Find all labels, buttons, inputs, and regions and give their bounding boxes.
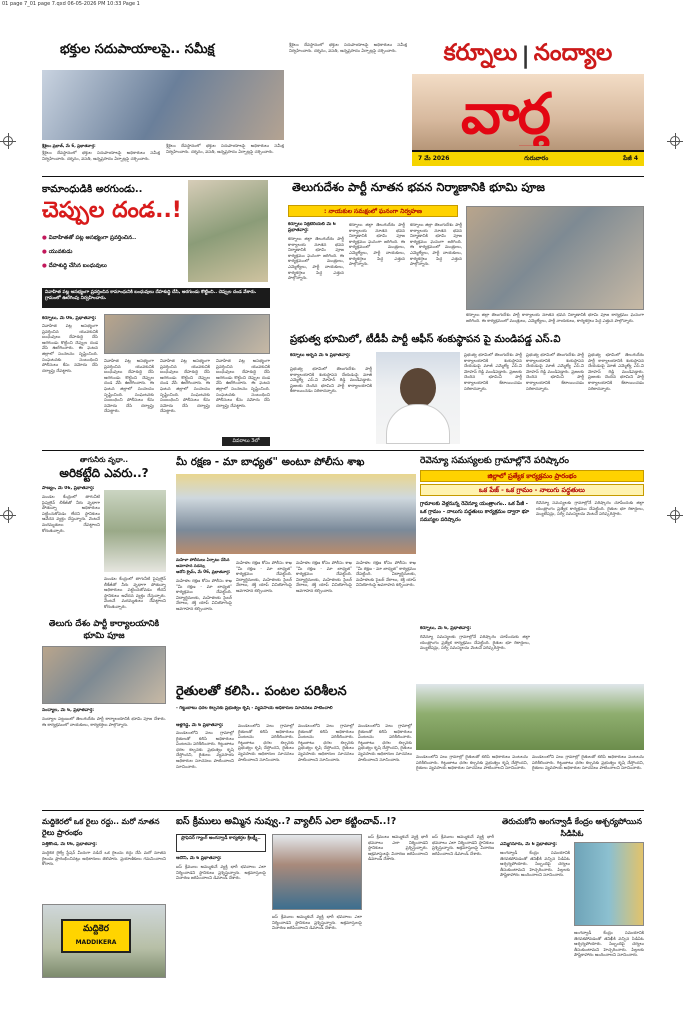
issue-date: 7 మే 2026 bbox=[418, 155, 450, 162]
photo-farmers-field bbox=[416, 684, 644, 750]
photo-anganwadi-centre bbox=[574, 842, 644, 926]
police-body-col4: మహిళల రక్షణ కోసం పోలీసు శాఖ "మీ రక్షణ - మా బాధ్యత" కార్యక్రమం చేపట్టింది. విద్యార్థినులకు, మహిళలకు సైబర్ నేరాలు, శక్తి యాప్ వినియోగంపై అవగాహన కల్పించారు. bbox=[356, 560, 416, 588]
govt-land-body-col2: ప్రభుత్వ భూమిలో తెలుగుదేశం పార్టీ కార్యాలయానికి శంకుస్థాపన చేయడంపై మాజీ ఎమ్మెల్యే ఎస్.వి మోహన్ రెడ్డి మండిపడ్డారు. ప్రజలకు చెందిన భూమిని పార్టీ కార్యాలయానికి కేటాయించడం సరికాదన్నారు. bbox=[464, 352, 522, 391]
icecream-body-col3: ఐస్ క్రీములు అమ్ముకునే వ్యక్తి భారీ భవనాలు ఎలా నిర్మించాడని స్థానికులు ప్రశ్నిస్తున్నారు. అక్రమాస్తులపై విచారణ జరిపించాలని డిమాండ్ చేశారు. bbox=[368, 834, 428, 862]
photo-review-meeting bbox=[42, 70, 284, 140]
photo-maddikera-station bbox=[42, 904, 166, 978]
govt-land-body-col4: ప్రభుత్వ భూమిలో తెలుగుదేశం పార్టీ కార్యాలయానికి శంకుస్థాపన చేయడంపై మాజీ ఎమ్మెల్యే ఎస్.వి మోహన్ రెడ్డి మండిపడ్డారు. ప్రజలకు చెందిన భూమిని పార్టీ కార్యాలయానికి కేటాయించడం సరికాదన్నారు. bbox=[588, 352, 644, 391]
issue-weekday: గురువారం bbox=[524, 155, 549, 162]
shoe-bullet-3: ● దేహశుద్ధి చేసిన బంధువులు bbox=[42, 263, 107, 269]
icecream-dateline: ఆదోని, మే 6 ప్రభాతవార్త: bbox=[176, 856, 222, 861]
crop-mark-right-top bbox=[670, 136, 680, 146]
shoe-kicker: కామాంధుడికి అరగుండు.. bbox=[42, 184, 143, 195]
icecream-body-col4: ఐస్ క్రీములు అమ్ముకునే వ్యక్తి భారీ భవనాలు ఎలా నిర్మించాడని స్థానికులు ప్రశ్నిస్తున్నారు. అక్రమాస్తులపై విచారణ జరిపించాలని డిమాండ్ చేశారు. bbox=[432, 834, 494, 856]
page-number: పేజీ 4 bbox=[623, 155, 638, 162]
tdp-bhavan-subhead: : నాయకుల సమక్షంలో ఘనంగా నిర్వహణ bbox=[288, 205, 458, 217]
shoe-banner: వివాహిత పట్ల అసభ్యంగా ప్రవర్తించిన కామాంధునికి బంధువులు దేహశుద్ధి చేసి, అరగుండు కొట్టించి.. చెప్పుల దండ వేశారు. గ్రామంలో ఊరేగింపు నిర్వహించారు. bbox=[42, 288, 270, 308]
govt-land-headline: ప్రభుత్వ భూమిలో, టీడీపీ పార్టీ ఆఫీస్ శంకుస్థాపన పై మండిపడ్డ ఎస్.వి bbox=[290, 334, 561, 345]
tdp-office-dateline: నంద్యాల, మే 6, ప్రభాతవార్త: bbox=[42, 708, 95, 713]
station-board bbox=[61, 919, 131, 953]
tdp-bhavan-body-col2: కర్నూలు జిల్లా తెలుగుదేశం పార్టీ కార్యాలయ నూతన భవన నిర్మాణానికి భూమి పూజ కార్యక్రమం ఘనంగా జరిగింది. ఈ కార్యక్రమంలో మంత్రులు, ఎమ్మెల్యేలు, పార్టీ నాయకులు, కార్యకర్తలు పెద్ద ఎత్తున పాల్గొన్నారు. bbox=[349, 222, 405, 267]
police-body: మహిళల రక్షణ కోసం పోలీసు శాఖ "మీ రక్షణ - మా బాధ్యత" కార్యక్రమం చేపట్టింది. విద్యార్థినులకు, మహిళలకు సైబర్ నేరాలు, శక్తి యాప్ వినియోగంపై అవగాహన కల్పించారు. bbox=[176, 578, 232, 611]
review-body: శ్రీశైలం దేవస్థానంలో భక్తుల సదుపాయాలపై అధికారులు సమీక్ష నిర్వహించారు. దర్శనం, వసతి, అన్నప్రసాదం ఏర్పాట్లపై చర్చించారు. bbox=[42, 150, 160, 161]
police-headline: మీ రక్షణ - మా బాధ్యత" అంటూ పోలీసు శాఖ bbox=[176, 456, 365, 468]
revenue-tag-2: ఒక పేజ్ - ఒక గ్రామం - నాలుగు పద్ధతులు bbox=[420, 484, 644, 496]
farmers-body: మండలంలోని పలు గ్రామాల్లో రైతులతో కలిసి అధికారులు పంటలను పరిశీలించారు. గిట్టుబాటు ధరల కల్పనకు ప్రభుత్వం కృషి చేస్తోందని, రైతులు వ్యవసాయ అధికారుల సూచనలు పాటించాలని సూచించారు. bbox=[176, 730, 234, 769]
top-right-text-column: శ్రీశైలం దేవస్థానంలో భక్తుల సదుపాయాలపై అధికారులు సమీక్ష నిర్వహించారు. దర్శనం, వసతి, అన్నప్రసాదం ఏర్పాట్లపై చర్చించారు. bbox=[289, 42, 407, 53]
revenue-body: రెవెన్యూ సమస్యలకు గ్రామాల్లోనే పరిష్కారం చూపేందుకు జిల్లా యంత్రాంగం ప్రత్యేక కార్యక్రమం చేపట్టింది. రైతుల భూ రికార్డులు, మ్యుటేషన్లు, సర్వే సమస్యలను వెంటనే పరిష్కరిస్తారు. bbox=[420, 634, 530, 651]
revenue-tag-1: జిల్లాలో ప్రత్యేక కార్యక్రమం ప్రారంభం bbox=[420, 470, 644, 482]
region-nandyal: నంద్యాల bbox=[533, 40, 613, 66]
farmers-body-col6: మండలంలోని పలు గ్రామాల్లో రైతులతో కలిసి అధికారులు పంటలను పరిశీలించారు. గిట్టుబాటు ధరల కల్పనకు ప్రభుత్వం కృషి చేస్తోందని, రైతులు వ్యవసాయ అధికారుల సూచనలు పాటించాలని సూచించారు. bbox=[532, 754, 644, 771]
photo-tdp-bhavan bbox=[466, 206, 644, 310]
tdp-bhavan-dateline: కర్నూలు సెక్రటేరియట్ మే 6 ప్రభాతవార్త: bbox=[288, 222, 336, 233]
anganwadi-dateline: ఎమ్మిగనూరు, మే 6 ప్రభాతవార్త: bbox=[500, 842, 558, 847]
rule-lower bbox=[42, 810, 644, 811]
crop-mark-left-mid bbox=[3, 510, 13, 520]
portrait-figure bbox=[400, 368, 436, 408]
farmers-body-col5: మండలంలోని పలు గ్రామాల్లో రైతులతో కలిసి అధికారులు పంటలను పరిశీలించారు. గిట్టుబాటు ధరల కల్పనకు ప్రభుత్వం కృషి చేస్తోందని, రైతులు వ్యవసాయ అధికారుల సూచనలు పాటించాలని సూచించారు. bbox=[416, 754, 528, 771]
icecream-subhead: ప్రొఫెసర్ గ్యాంగ్ అంగన్వాడీ కార్యకర్తల శ్రీలక్ష్మీ.. bbox=[176, 834, 266, 852]
govt-land-body-col3: ప్రభుత్వ భూమిలో తెలుగుదేశం పార్టీ కార్యాలయానికి శంకుస్థాపన చేయడంపై మాజీ ఎమ్మెల్యే ఎస్.వి మోహన్ రెడ్డి మండిపడ్డారు. ప్రజలకు చెందిన భూమిని పార్టీ కార్యాలయానికి కేటాయించడం సరికాదన్నారు. bbox=[526, 352, 584, 391]
photo-shoe-crowd bbox=[104, 314, 270, 354]
review-body-col2: శ్రీశైలం దేవస్థానంలో భక్తుల సదుపాయాలపై అధికారులు సమీక్ష నిర్వహించారు. దర్శనం, వసతి, అన్నప్రసాదం ఏర్పాట్లపై చర్చించారు. bbox=[166, 143, 284, 154]
water-headline: అరికట్టేది ఎవరు..? bbox=[59, 466, 149, 480]
shoe-headline: చెప్పుల దండ..! bbox=[42, 198, 182, 223]
farmers-body-col4: మండలంలోని పలు గ్రామాల్లో రైతులతో కలిసి అధికారులు పంటలను పరిశీలించారు. గిట్టుబాటు ధరల కల్పనకు ప్రభుత్వం కృషి చేస్తోందని, రైతులు వ్యవసాయ అధికారుల సూచనలు పాటించాలని సూచించారు. bbox=[358, 723, 412, 762]
print-slug: 01 page 7_01 page 7.qxd 06-05-2026 PM 10:33 Page 1 bbox=[2, 1, 140, 7]
anganwadi-body-col2: అంగన్వాడీ కేంద్రం సమయానికి తెరవకపోవడంతో తనిఖీకి వచ్చిన సిడిపిఓ ఆశ్చర్యపోయారు. సిబ్బందిపై చర్యలు తీసుకుంటామని హెచ్చరించారు. పిల్లలకు పౌష్టికాహారం అందించాలని సూచించారు. bbox=[574, 930, 644, 958]
water-body: మండల కేంద్రంలో తాగునీటి పైపులైన్ లీకేజీతో నీరు వృధాగా పోతున్నా అధికారులు పట్టించుకోవడం లేదని స్థానికులు ఆవేదన వ్యక్తం చేస్తున్నారు. వెంటనే మరమ్మతులు చేపట్టాలని కోరుతున్నారు. bbox=[42, 494, 100, 533]
shoe-body-col2: వివాహిత పట్ల అసభ్యంగా ప్రవర్తించిన యువకునికి బంధువులు దేహశుద్ధి చేసి అరగుండు కొట్టించి చెప్పుల దండ వేసి ఊరేగించారు. ఈ ఘటన జిల్లాలో సంచలనం సృష్టించింది. సంఘటనకు సంబంధించి పోలీసులు కేసు నమోదు చేసి దర్యాప్తు చేపట్టారు. bbox=[104, 358, 154, 414]
masthead-info-bar bbox=[412, 150, 644, 166]
railway-headline: మద్దికెరలో ఒక రైలు రద్దు.. మరో నూతన రైలు ప్రారంభం bbox=[42, 817, 160, 837]
anganwadi-headline: తెరుచుకోని అంగన్వాడీ కేంద్రం ఆశ్చర్యపోయిన సిడిపిఓ bbox=[502, 817, 642, 838]
water-dateline: పాణ్యం, మే 06, ప్రభాతవార్త: bbox=[42, 486, 95, 491]
railway-dateline: పత్తికొండ, మే 06, ప్రభాతవార్త: bbox=[42, 842, 98, 847]
review-dateline: శ్రీశైలం ప్రభాత్, మే 6, ప్రభాతవార్త: bbox=[42, 143, 96, 148]
photo-shoe-garland bbox=[188, 180, 268, 282]
shoe-body-col3: వివాహిత పట్ల అసభ్యంగా ప్రవర్తించిన యువకునికి బంధువులు దేహశుద్ధి చేసి అరగుండు కొట్టించి చెప్పుల దండ వేసి ఊరేగించారు. ఈ ఘటన జిల్లాలో సంచలనం సృష్టించింది. సంఘటనకు సంబంధించి పోలీసులు కేసు నమోదు చేసి దర్యాప్తు చేపట్టారు. bbox=[160, 358, 210, 414]
farmers-body-col2: మండలంలోని పలు గ్రామాల్లో రైతులతో కలిసి అధికారులు పంటలను పరిశీలించారు. గిట్టుబాటు ధరల కల్పనకు ప్రభుత్వం కృషి చేస్తోందని, రైతులు వ్యవసాయ అధికారుల సూచనలు పాటించాలని సూచించారు. bbox=[238, 723, 294, 762]
revenue-dateline: కర్నూలు, మే 6, ప్రభాతవార్త: bbox=[420, 626, 472, 631]
govt-land-body: ప్రభుత్వ భూమిలో తెలుగుదేశం పార్టీ కార్యాలయానికి శంకుస్థాపన చేయడంపై మాజీ ఎమ్మెల్యే ఎస్.వి మోహన్ రెడ్డి మండిపడ్డారు. ప్రజలకు చెందిన భూమిని పార్టీ కార్యాలయానికి కేటాయించడం సరికాదన్నారు. bbox=[290, 366, 372, 394]
station-name-telugu: మద్దికెర bbox=[83, 924, 109, 934]
shoe-more-link[interactable]: వివరాలు 3లో bbox=[222, 437, 270, 446]
masthead-brand: వార్త bbox=[461, 84, 549, 146]
tdp-office-body: నంద్యాల పట్టణంలో తెలుగుదేశం పార్టీ కార్యాలయానికి భూమి పూజ చేశారు. ఈ కార్యక్రమంలో నాయకులు, కార్యకర్తలు పాల్గొన్నారు. bbox=[42, 716, 166, 727]
farmers-headline: రైతులతో కలిసి.. పంటల పరిశీలన bbox=[176, 684, 347, 699]
water-body-col2: మండల కేంద్రంలో తాగునీటి పైపులైన్ లీకేజీతో నీరు వృధాగా పోతున్నా అధికారులు పట్టించుకోవడం లేదని స్థానికులు ఆవేదన వ్యక్తం చేస్తున్నారు. వెంటనే మరమ్మతులు చేపట్టాలని కోరుతున్నారు. bbox=[104, 576, 166, 609]
shoe-bullets bbox=[42, 231, 182, 273]
photo-sv-mohan-reddy bbox=[376, 352, 460, 444]
farmers-subhead: - గిట్టుబాటు ధరల కల్పనకు ప్రభుత్వం కృషి - వ్యవసాయ అధికారుల సూచనలు పాటించాలి bbox=[176, 706, 333, 711]
masthead bbox=[412, 40, 644, 168]
portrait-shoulders bbox=[386, 404, 450, 444]
headline-review: భక్తుల సదుపాయాలపై.. సమీక్ష bbox=[60, 42, 215, 57]
police-dateline: ఆదోని క్రైమ్, మే 06, ప్రభాతవార్త: bbox=[176, 569, 231, 574]
station-name-english: MADDIKERA bbox=[75, 939, 117, 946]
icecream-body: ఐస్ క్రీములు అమ్ముకునే వ్యక్తి భారీ భవనాలు ఎలా నిర్మించాడని స్థానికులు ప్రశ్నిస్తున్నారు. అక్రమాస్తులపై విచారణ జరిపించాలని డిమాండ్ చేశారు. bbox=[176, 864, 266, 881]
icecream-body-col2: ఐస్ క్రీములు అమ్ముకునే వ్యక్తి భారీ భవనాలు ఎలా నిర్మించాడని స్థానికులు ప్రశ్నిస్తున్నారు. అక్రమాస్తులపై విచారణ జరిపించాలని డిమాండ్ చేశారు. bbox=[272, 914, 362, 931]
crop-mark-left-top bbox=[3, 136, 13, 146]
tdp-bhavan-caption: కర్నూలు జిల్లా తెలుగుదేశం పార్టీ కార్యాలయ నూతన భవన నిర్మాణానికి భూమి పూజ కార్యక్రమం ఘనంగా జరిగింది. ఈ కార్యక్రమంలో మంత్రులు, ఎమ్మెల్యేలు, పార్టీ నాయకులు, కార్యకర్తలు పెద్ద ఎత్తున పాల్గొన్నారు. bbox=[466, 312, 644, 323]
revenue-body-col2: రెవెన్యూ సమస్యలకు గ్రామాల్లోనే పరిష్కారం చూపేందుకు జిల్లా యంత్రాంగం ప్రత్యేక కార్యక్రమం చేపట్టింది. రైతుల భూ రికార్డులు, మ్యుటేషన్లు, సర్వే సమస్యలను వెంటనే పరిష్కరిస్తారు. bbox=[536, 500, 644, 517]
tdp-office-headline: తెలుగు దేశం పార్టీ కార్యాలయానికి భూమి పూజ bbox=[48, 619, 160, 641]
region-separator: | bbox=[521, 43, 530, 69]
shoe-bullet-2: ● యువకుడు bbox=[42, 249, 73, 255]
water-kicker: తాగునీరు వృధా.. bbox=[79, 456, 129, 464]
shoe-body: వివాహిత పట్ల అసభ్యంగా ప్రవర్తించిన యువకునికి బంధువులు దేహశుద్ధి చేసి అరగుండు కొట్టించి చెప్పుల దండ వేసి ఊరేగించారు. ఈ ఘటన జిల్లాలో సంచలనం సృష్టించింది. సంఘటనకు సంబంధించి పోలీసులు కేసు నమోదు చేసి దర్యాప్తు చేపట్టారు. bbox=[42, 323, 98, 373]
crop-mark-right-mid bbox=[670, 510, 680, 520]
shoe-dateline: కర్నూలు, మే 06, ప్రభాతవార్త: bbox=[42, 316, 97, 321]
photo-police-event bbox=[176, 474, 416, 554]
photo-water-leak bbox=[104, 490, 166, 572]
police-body-col3: మహిళల రక్షణ కోసం పోలీసు శాఖ "మీ రక్షణ - మా బాధ్యత" కార్యక్రమం చేపట్టింది. విద్యార్థినులకు, మహిళలకు సైబర్ నేరాలు, శక్తి యాప్ వినియోగంపై అవగాహన కల్పించారు. bbox=[296, 560, 352, 593]
photo-icecream-women bbox=[272, 834, 362, 910]
tdp-bhavan-body-col3: కర్నూలు జిల్లా తెలుగుదేశం పార్టీ కార్యాలయ నూతన భవన నిర్మాణానికి భూమి పూజ కార్యక్రమం ఘనంగా జరిగింది. ఈ కార్యక్రమంలో మంత్రులు, ఎమ్మెల్యేలు, పార్టీ నాయకులు, కార్యకర్తలు పెద్ద ఎత్తున పాల్గొన్నారు. bbox=[410, 222, 462, 267]
police-body-col2: మహిళల రక్షణ కోసం పోలీసు శాఖ "మీ రక్షణ - మా బాధ్యత" కార్యక్రమం చేపట్టింది. విద్యార్థినులకు, మహిళలకు సైబర్ నేరాలు, శక్తి యాప్ వినియోగంపై అవగాహన కల్పించారు. bbox=[236, 560, 292, 593]
tdp-bhavan-headline: తెలుగుదేశం పార్టీ నూతన భవన నిర్మాణానికి భూమి పూజ bbox=[292, 180, 545, 194]
shoe-bullet-1: ● వివాహితతో పట్ల అసభ్యంగా ప్రవర్తించిన.. bbox=[42, 235, 137, 241]
govt-land-dateline: కర్నూలు అర్బన్ మే 6 ప్రభాతవార్త: bbox=[290, 353, 351, 358]
farmers-dateline: ఆళ్లగడ్డ, మే 6 ప్రభాతవార్త: bbox=[176, 723, 224, 728]
photo-tdp-office bbox=[42, 646, 166, 704]
rule-top bbox=[42, 176, 644, 177]
tdp-bhavan-body: కర్నూలు జిల్లా తెలుగుదేశం పార్టీ కార్యాలయ నూతన భవన నిర్మాణానికి భూమి పూజ కార్యక్రమం ఘనంగా జరిగింది. ఈ కార్యక్రమంలో మంత్రులు, ఎమ్మెల్యేలు, పార్టీ నాయకులు, కార్యకర్తలు పెద్ద ఎత్తున పాల్గొన్నారు. bbox=[288, 236, 344, 281]
revenue-intro: గ్రామాలకు వెళ్లనున్న రెవెన్యూ యంత్రాంగం.. ఒక పేజీ - ఒక గ్రామం - నాలుగు పద్ధతులు కార్యక్రమం ద్వారా భూ సమస్యల పరిష్కారం bbox=[420, 501, 530, 523]
farmers-body-col3: మండలంలోని పలు గ్రామాల్లో రైతులతో కలిసి అధికారులు పంటలను పరిశీలించారు. గిట్టుబాటు ధరల కల్పనకు ప్రభుత్వం కృషి చేస్తోందని, రైతులు వ్యవసాయ అధికారుల సూచనలు పాటించాలని సూచించారు. bbox=[298, 723, 354, 762]
shoe-body-col4: వివాహిత పట్ల అసభ్యంగా ప్రవర్తించిన యువకునికి బంధువులు దేహశుద్ధి చేసి అరగుండు కొట్టించి చెప్పుల దండ వేసి ఊరేగించారు. ఈ ఘటన జిల్లాలో సంచలనం సృష్టించింది. సంఘటనకు సంబంధించి పోలీసులు కేసు నమోదు చేసి దర్యాప్తు చేపట్టారు. bbox=[216, 358, 270, 408]
police-caption: మహిళా పోలీసులు ఏర్పాటు చేసిన అవగాహన సదస్సు bbox=[176, 557, 230, 568]
railway-body: మద్దికెర రైల్వే స్టేషన్ మీదుగా నడిచే ఒక రైలును రద్దు చేసి మరో నూతన రైలును ప్రారంభించినట్లు అధికారులు తెలిపారు. ప్రయాణికులు గమనించాలని కోరారు. bbox=[42, 850, 166, 867]
revenue-headline: రెవెన్యూ సమస్యలకు గ్రామాల్లోనే పరిష్కారం bbox=[420, 456, 569, 466]
anganwadi-body: అంగన్వాడీ కేంద్రం సమయానికి తెరవకపోవడంతో తనిఖీకి వచ్చిన సిడిపిఓ ఆశ్చర్యపోయారు. సిబ్బందిపై చర్యలు తీసుకుంటామని హెచ్చరించారు. పిల్లలకు పౌష్టికాహారం అందించాలని సూచించారు. bbox=[500, 850, 570, 878]
icecream-headline: ఐస్ క్రీములు అమ్మిన నువ్వు..? వ్యాలీస్ ఎలా కట్టించావ్..!? bbox=[176, 816, 397, 827]
rule-mid bbox=[42, 450, 644, 451]
masthead-regions bbox=[412, 40, 644, 72]
region-kurnool: కర్నూలు bbox=[443, 40, 518, 66]
